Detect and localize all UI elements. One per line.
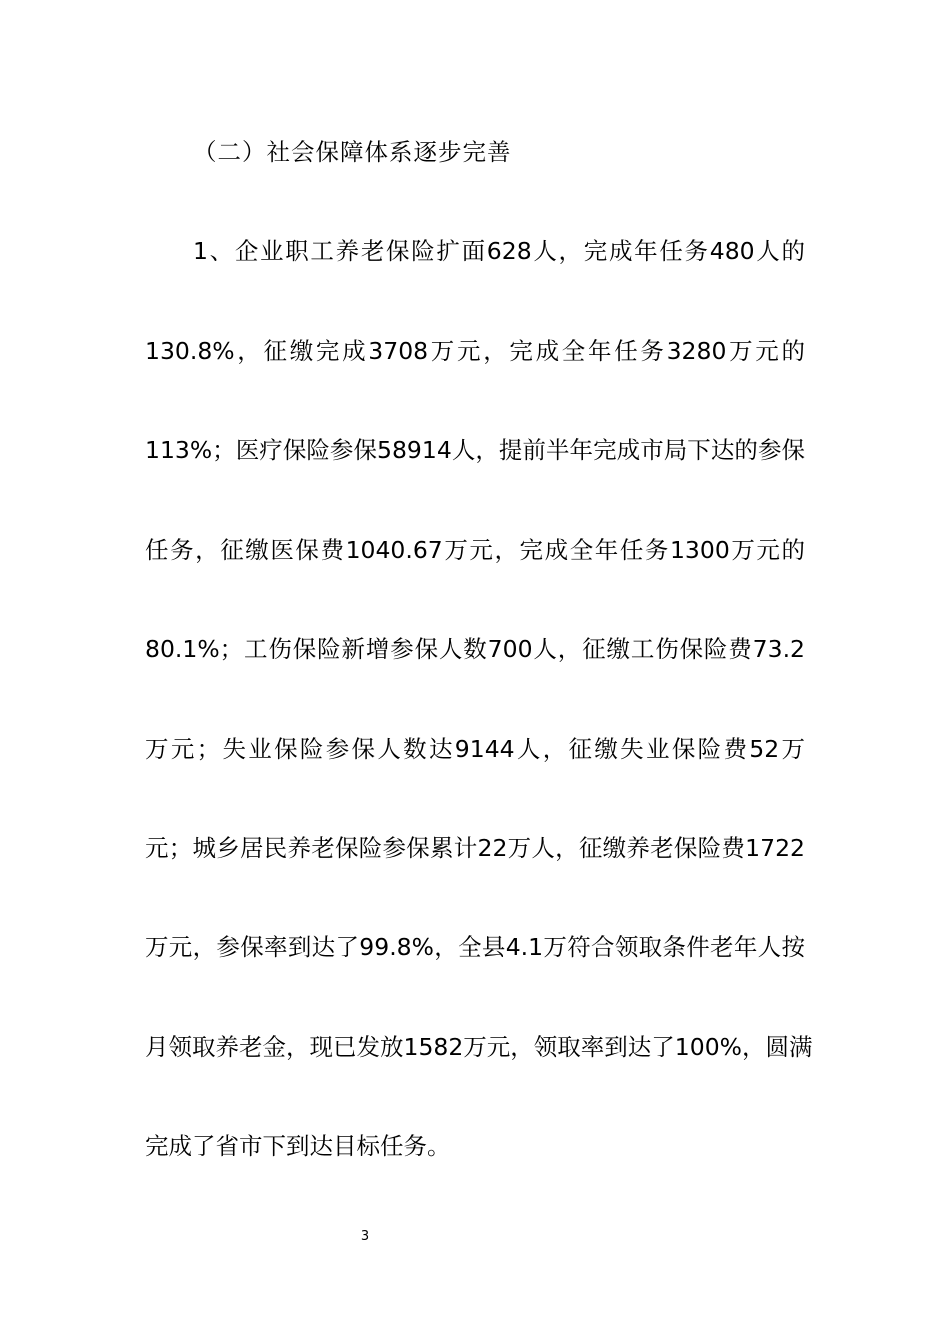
- paragraph-line: 1、企业职工养老保险扩面628人，完成年任务480人的: [193, 237, 805, 265]
- paragraph-line: 元；城乡居民养老保险参保累计22万人，征缴养老保险费1722: [145, 834, 805, 862]
- paragraph-line: 130.8%，征缴完成3708万元，完成全年任务3280万元的: [145, 337, 805, 365]
- paragraph-line: 任务，征缴医保费1040.67万元，完成全年任务1300万元的: [145, 536, 805, 564]
- section-heading: （二）社会保障体系逐步完善: [193, 138, 512, 166]
- paragraph-line: 80.1%；工伤保险新增参保人数700人，征缴工伤保险费73.2: [145, 635, 805, 663]
- paragraph-line: 月领取养老金，现已发放1582万元，领取率到达了100%，圆满: [145, 1033, 813, 1061]
- paragraph-line: 万元，参保率到达了99.8%，全县4.1万符合领取条件老年人按: [145, 933, 805, 961]
- paragraph-line: 113%；医疗保险参保58914人，提前半年完成市局下达的参保: [145, 436, 805, 464]
- page-number: 3: [360, 1229, 370, 1244]
- paragraph-line: 万元；失业保险参保人数达9144人，征缴失业保险费52万: [145, 735, 805, 763]
- paragraph-line: 完成了省市下到达目标任务。: [145, 1132, 451, 1160]
